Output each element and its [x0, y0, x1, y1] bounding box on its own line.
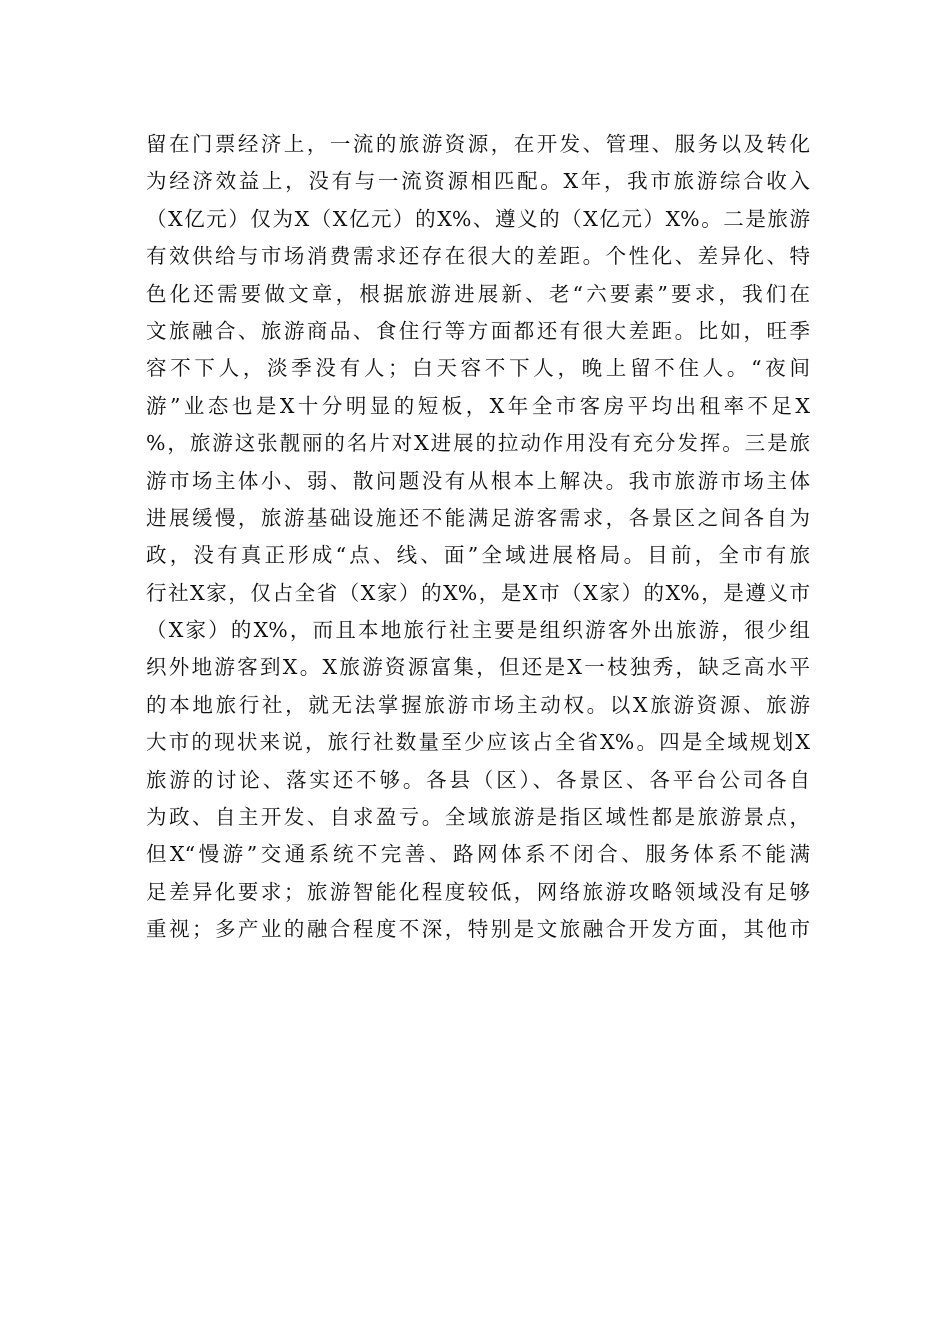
text-line: %，旅游这张靓丽的名片对X进展的拉动作用没有充分发挥。三是旅 — [146, 431, 810, 456]
text-line: 的本地旅行社，就无法掌握旅游市场主动权。以X旅游资源、旅游 — [146, 692, 810, 717]
text-line: 为政、自主开发、自求盈亏。全域旅游是指区域性都是旅游景点， — [146, 805, 810, 830]
text-line: 游”业态也是X十分明显的短板，X年全市客房平均出租率不足X — [146, 393, 810, 418]
text-line: （X亿元）仅为X（X亿元）的X%、遵义的（X亿元）X%。二是旅游 — [146, 206, 810, 231]
text-line: （X家）的X%，而且本地旅行社主要是组织游客外出旅游，很少组 — [146, 618, 810, 643]
body-paragraph — [146, 126, 810, 949]
text-line: 足差异化要求；旅游智能化程度较低，网络旅游攻略领域没有足够 — [146, 879, 810, 904]
text-line: 进展缓慢，旅游基础设施还不能满足游客需求，各景区之间各自为 — [146, 505, 810, 530]
text-line: 重视；多产业的融合程度不深，特别是文旅融合开发方面，其他市 — [146, 917, 810, 942]
text-line: 游市场主体小、弱、散问题没有从根本上解决。我市旅游市场主体 — [146, 468, 810, 493]
text-line: 织外地游客到X。X旅游资源富集，但还是X一枝独秀，缺乏高水平 — [146, 655, 810, 680]
text-line: 大市的现状来说，旅行社数量至少应该占全省X%。四是全域规划X — [146, 730, 810, 755]
text-line: 但X“慢游”交通系统不完善、路网体系不闭合、服务体系不能满 — [146, 842, 810, 867]
text-line: 行社X家，仅占全省（X家）的X%，是X市（X家）的X%，是遵义市 — [146, 580, 810, 605]
text-line: 政，没有真正形成“点、线、面”全域进展格局。目前，全市有旅 — [146, 543, 810, 568]
text-line: 容不下人，淡季没有人；白天容不下人，晚上留不住人。“夜间 — [146, 356, 810, 381]
text-line: 为经济效益上，没有与一流资源相匹配。X年，我市旅游综合收入 — [146, 169, 810, 194]
text-line: 旅游的讨论、落实还不够。各县（区）、各景区、各平台公司各自 — [146, 767, 810, 792]
text-line: 色化还需要做文章，根据旅游进展新、老“六要素”要求，我们在 — [146, 281, 810, 306]
text-line: 文旅融合、旅游商品、食住行等方面都还有很大差距。比如，旺季 — [146, 318, 810, 343]
text-line: 有效供给与市场消费需求还存在很大的差距。个性化、差异化、特 — [146, 244, 810, 269]
text-line: 留在门票经济上，一流的旅游资源，在开发、管理、服务以及转化 — [146, 132, 810, 156]
